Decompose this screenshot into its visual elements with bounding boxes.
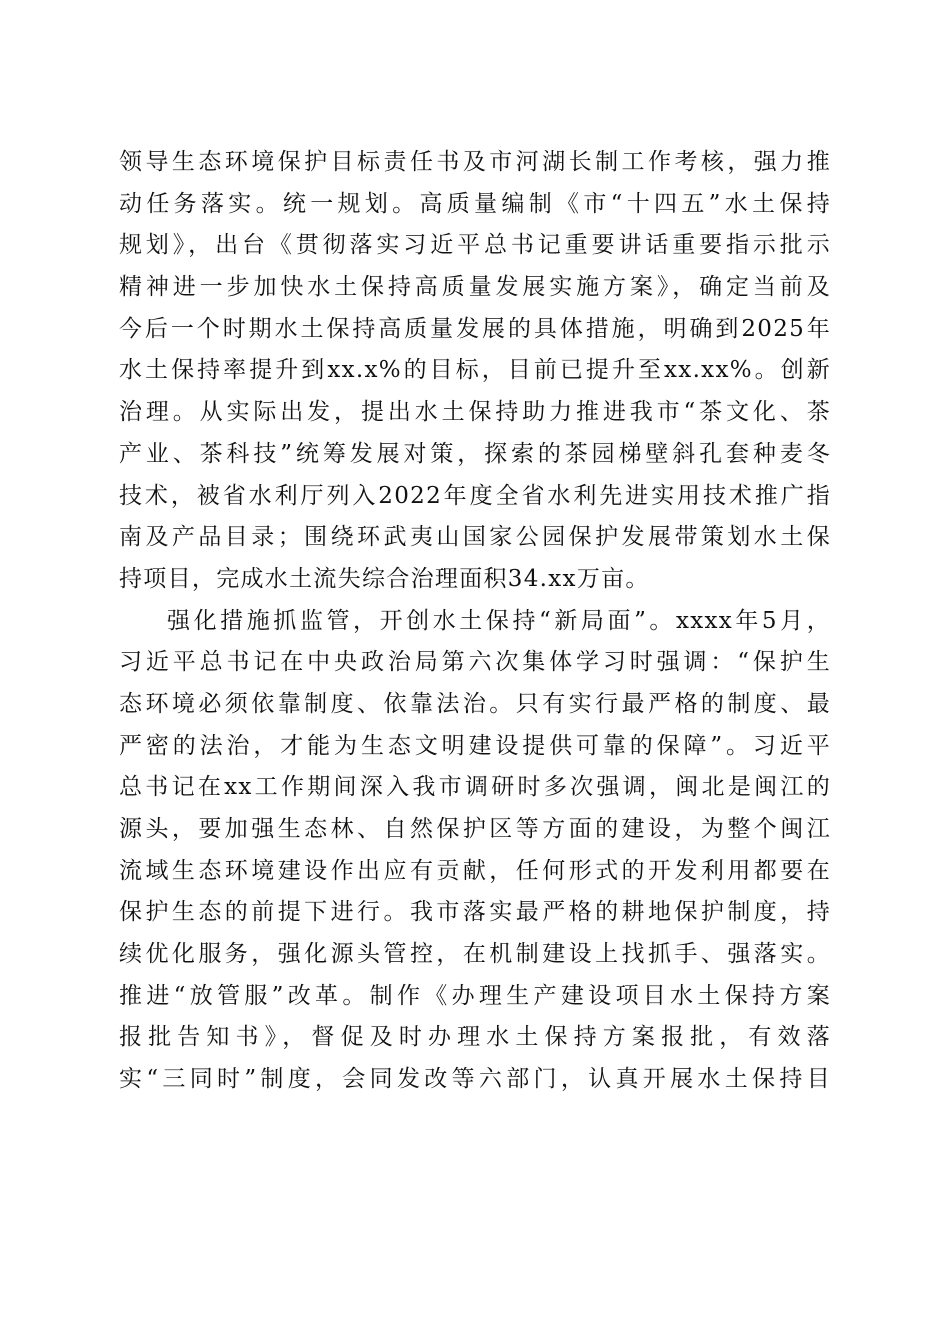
paragraph-2 <box>119 601 831 1101</box>
text-line: 保护生态的前提下进行。我市落实最严格的耕地保护制度，持 <box>119 899 831 926</box>
text-line: 流域生态环境建设作出应有贡献，任何形式的开发利用都要在 <box>119 857 831 884</box>
text-line: 态环境必须依靠制度、依靠法治。只有实行最严格的制度、最 <box>119 690 831 717</box>
text-line: 报批告知书》，督促及时办理水土保持方案报批，有效落 <box>119 1024 831 1051</box>
text-line: 动任务落实。统一规划。高质量编制《市“十四五”水土保持 <box>119 190 831 217</box>
text-line: 强化措施抓监管，开创水土保持“新局面”。xxxx年5月， <box>167 607 831 634</box>
text-line: 治理。从实际出发，提出水土保持助力推进我市“茶文化、茶 <box>119 399 831 426</box>
text-line: 规划》，出台《贯彻落实习近平总书记重要讲话重要指示批示 <box>119 232 831 259</box>
text-line: 实“三同时”制度，会同发改等六部门，认真开展水土保持目 <box>119 1066 831 1093</box>
text-line: 领导生态环境保护目标责任书及市河湖长制工作考核，强力推 <box>119 149 831 175</box>
text-line: 续优化服务，强化源头管控，在机制建设上找抓手、强落实。 <box>119 941 831 968</box>
text-line: 今后一个时期水土保持高质量发展的具体措施，明确到2025年 <box>119 315 831 342</box>
text-line: 产业、茶科技”统筹发展对策，探索的茶园梯壁斜孔套种麦冬 <box>119 440 831 467</box>
paragraph-1 <box>119 142 831 601</box>
text-line: 总书记在xx工作期间深入我市调研时多次强调，闽北是闽江的 <box>119 774 831 801</box>
text-line: 持项目，完成水土流失综合治理面积34.xx万亩。 <box>119 565 650 592</box>
text-line: 严密的法治，才能为生态文明建设提供可靠的保障”。习近平 <box>119 732 831 759</box>
text-line: 源头，要加强生态林、自然保护区等方面的建设，为整个闽江 <box>119 816 831 842</box>
text-line: 技术，被省水利厅列入2022年度全省水利先进实用技术推广指 <box>119 482 831 509</box>
text-line: 精神进一步加快水土保持高质量发展实施方案》，确定当前及 <box>119 274 831 301</box>
document-body <box>119 142 831 1101</box>
text-line: 习近平总书记在中央政治局第六次集体学习时强调：“保护生 <box>119 649 831 676</box>
text-line: 水土保持率提升到xx.x%的目标，目前已提升至xx.xx%。创新 <box>119 357 831 384</box>
text-line: 南及产品目录；围绕环武夷山国家公园保护发展带策划水土保 <box>119 524 831 551</box>
text-line: 推进“放管服”改革。制作《办理生产建设项目水土保持方案 <box>119 982 831 1009</box>
